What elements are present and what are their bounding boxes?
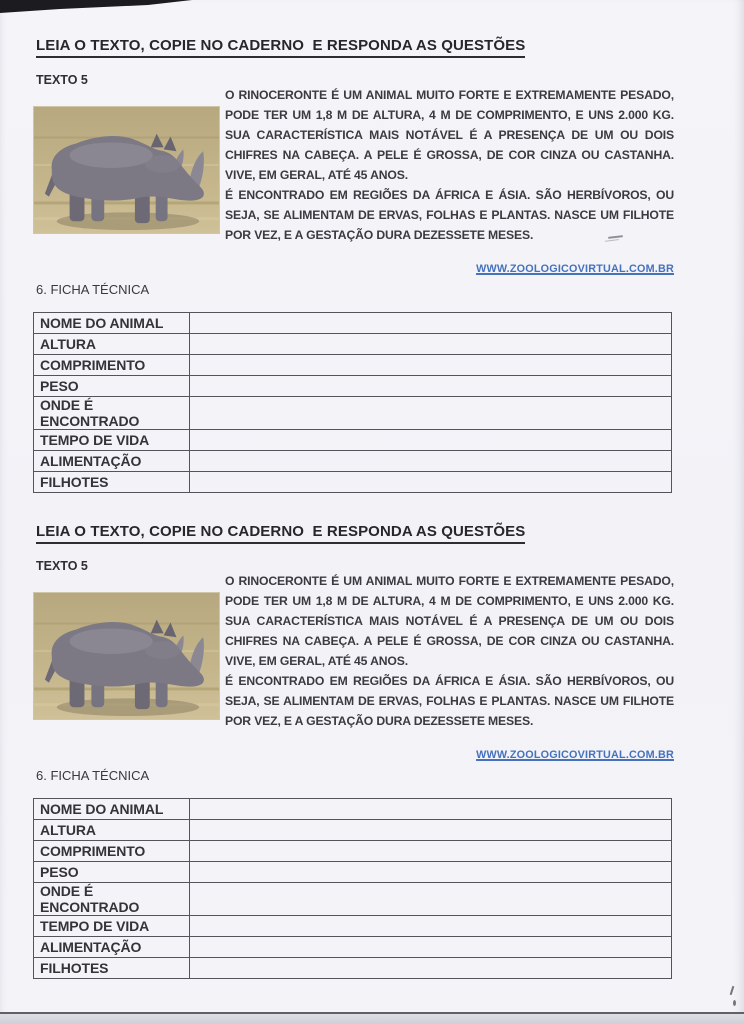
table-row [34, 862, 672, 883]
row-label-cell: ALIMENTAÇÃO [34, 451, 190, 472]
row-value-cell [190, 937, 672, 958]
row-value-cell [190, 334, 672, 355]
reading-text [225, 571, 674, 731]
reading-text [225, 85, 674, 245]
paragraph: É ENCONTRADO EM REGIÕES DA ÁFRICA E ÁSIA. SÃO HERBÍVOROS, OU SEJA, SE ALIMENTAM DE ERVAS, FOLHAS E PLANTAS. NASCE UM FILHOTE POR VEZ, E A GESTAÇÃO DURA DEZESSETE MESES. [225, 188, 674, 242]
source-link-row [225, 745, 674, 763]
source-link[interactable]: WWW.ZOOLOGICOVIRTUAL.COM.BR [476, 749, 674, 761]
row-label-cell: PESO [34, 862, 190, 883]
row-label-cell: ALTURA [34, 820, 190, 841]
paragraph: O RINOCERONTE É UM ANIMAL MUITO FORTE E EXTREMAMENTE PESADO, PODE TER UM 1,8 M DE ALTURA, 4 M DE COMPRIMENTO, E UNS 2.000 KG. SUA CARACTERÍSTICA MAIS NOTÁVEL É A PRESENÇA DE UM OU DOIS CHIFRES NA CABEÇA. A PELE É GROSSA, DE COR CINZA OU CASTANHA. VIVE, EM GERAL, ATÉ 45 ANOS. [225, 574, 674, 668]
row-label-cell: NOME DO ANIMAL [34, 313, 190, 334]
rhino-illustration [34, 107, 219, 233]
row-label-cell: PESO [34, 376, 190, 397]
row-label-cell: COMPRIMENTO [34, 841, 190, 862]
row-value-cell [190, 841, 672, 862]
table-row [34, 916, 672, 937]
row-value-cell [190, 430, 672, 451]
worksheet-copy-1 [0, 0, 744, 490]
row-label-cell: TEMPO DE VIDA [34, 430, 190, 451]
row-label-cell: ALIMENTAÇÃO [34, 937, 190, 958]
row-label-cell: ONDE É ENCONTRADO [34, 883, 190, 916]
texto-label: TEXTO 5 [36, 559, 88, 573]
rhino-photo [33, 106, 220, 234]
ficha-heading: 6. FICHA TÉCNICA [36, 768, 150, 783]
row-label-cell: FILHOTES [34, 472, 190, 493]
page-title: LEIA O TEXTO, COPIE NO CADERNO E RESPONDA AS QUESTÕES [36, 37, 525, 58]
scan-edge-artifact-bottom [0, 1014, 744, 1024]
rhino-illustration [34, 593, 219, 719]
table-row [34, 313, 672, 334]
table-row [34, 334, 672, 355]
row-value-cell [190, 451, 672, 472]
ficha-table [33, 312, 672, 493]
table-row [34, 937, 672, 958]
table-row [34, 841, 672, 862]
row-value-cell [190, 355, 672, 376]
page-title: LEIA O TEXTO, COPIE NO CADERNO E RESPONDA AS QUESTÕES [36, 523, 525, 544]
pen-mark [729, 986, 737, 1008]
table-row [34, 883, 672, 916]
table-row [34, 451, 672, 472]
row-value-cell [190, 799, 672, 820]
row-value-cell [190, 883, 672, 916]
table-row [34, 799, 672, 820]
table-row [34, 355, 672, 376]
row-label-cell: NOME DO ANIMAL [34, 799, 190, 820]
row-value-cell [190, 376, 672, 397]
paragraph: É ENCONTRADO EM REGIÕES DA ÁFRICA E ÁSIA. SÃO HERBÍVOROS, OU SEJA, SE ALIMENTAM DE ERVAS, FOLHAS E PLANTAS. NASCE UM FILHOTE POR VEZ, E A GESTAÇÃO DURA DEZESSETE MESES. [225, 674, 674, 728]
ficha-heading: 6. FICHA TÉCNICA [36, 282, 150, 297]
table-row [34, 397, 672, 430]
row-value-cell [190, 916, 672, 937]
row-label-cell: TEMPO DE VIDA [34, 916, 190, 937]
row-label-cell: ONDE É ENCONTRADO [34, 397, 190, 430]
paragraph: O RINOCERONTE É UM ANIMAL MUITO FORTE E EXTREMAMENTE PESADO, PODE TER UM 1,8 M DE ALTURA, 4 M DE COMPRIMENTO, E UNS 2.000 KG. SUA CARACTERÍSTICA MAIS NOTÁVEL É A PRESENÇA DE UM OU DOIS CHIFRES NA CABEÇA. A PELE É GROSSA, DE COR CINZA OU CASTANHA. VIVE, EM GERAL, ATÉ 45 ANOS. [225, 88, 674, 182]
table-row [34, 958, 672, 979]
row-value-cell [190, 862, 672, 883]
table-row [34, 376, 672, 397]
row-value-cell [190, 958, 672, 979]
row-label-cell: ALTURA [34, 334, 190, 355]
source-link-row [225, 259, 674, 277]
table-row [34, 820, 672, 841]
row-label-cell: COMPRIMENTO [34, 355, 190, 376]
worksheet-copy-2 [0, 486, 744, 976]
row-value-cell [190, 397, 672, 430]
rhino-photo [33, 592, 220, 720]
row-label-cell: FILHOTES [34, 958, 190, 979]
texto-label: TEXTO 5 [36, 73, 88, 87]
row-value-cell [190, 313, 672, 334]
row-value-cell [190, 820, 672, 841]
source-link[interactable]: WWW.ZOOLOGICOVIRTUAL.COM.BR [476, 263, 674, 275]
ficha-table [33, 798, 672, 979]
table-row [34, 430, 672, 451]
